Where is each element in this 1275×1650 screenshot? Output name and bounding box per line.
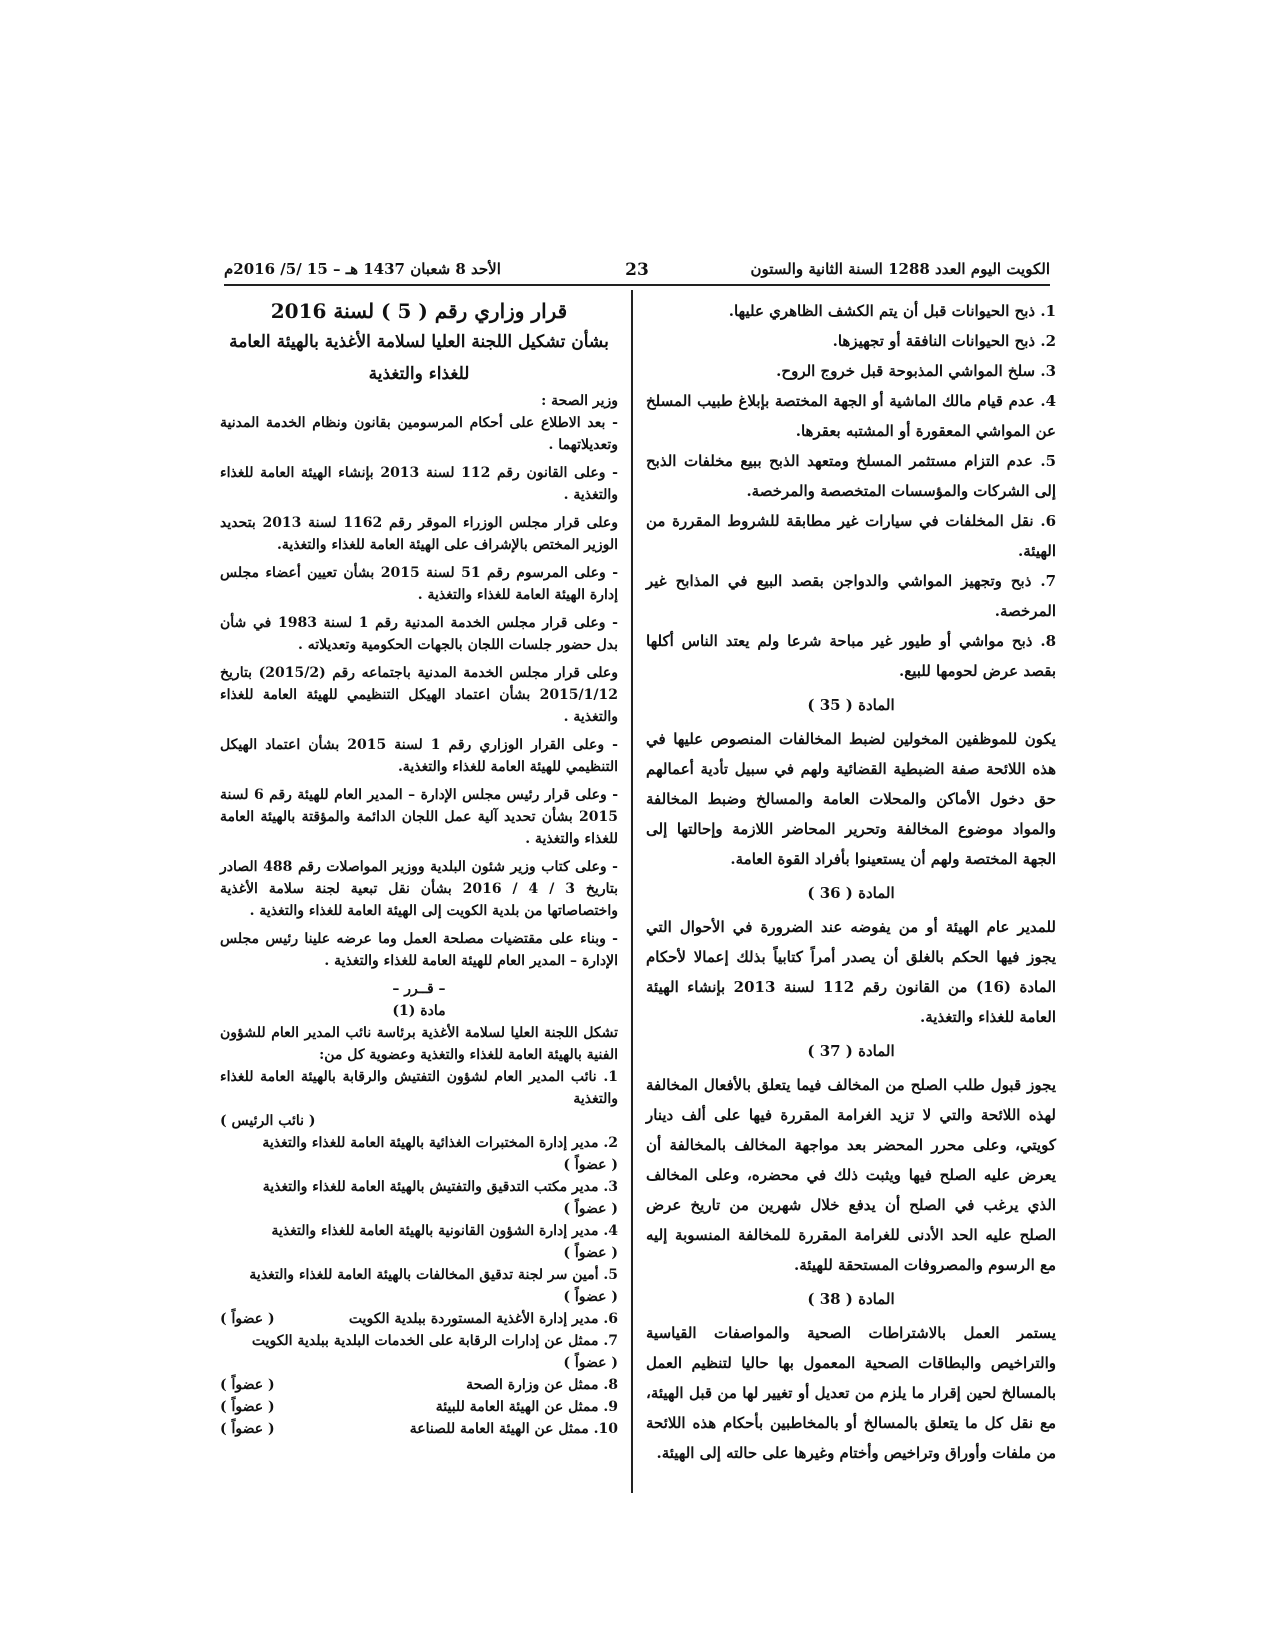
preamble-item: وعلى قرار مجلس الخدمة المدنية باجتماعه رقم (2015/2) بتاريخ 2015/1/12 بشأن اعتماد الهيكل التنظيمي للهيئة العامة للغذاء والتغذية . (220, 665, 618, 725)
member-text: 9. ممثل عن الهيئة العامة للبيئة (435, 1399, 618, 1415)
member-text: 8. ممثل عن وزارة الصحة (466, 1377, 618, 1393)
member-item (220, 1418, 618, 1440)
column-divider (631, 290, 633, 1493)
list-item: 2. ذبح الحيوانات النافقة أو تجهيزها. (832, 332, 1056, 350)
preamble-item: - وعلى كتاب وزير شئون البلدية ووزير المواصلات رقم 488 الصادر بتاريخ 3 / 4 / 2016 بشأن نقل تبعية لجنة سلامة الأغذية واختصاصاتها من بلدية الكويت إلى الهيئة العامة للغذاء والتغذية . (220, 859, 618, 919)
article-38-title: المادة ( 38 ) (807, 1290, 895, 1308)
member-item (220, 1396, 618, 1418)
member-text: 4. مدير إدارة الشؤون القانونية بالهيئة العامة للغذاء والتغذية (271, 1223, 618, 1239)
member-role: ( عضواً ) (220, 1311, 275, 1327)
article-37-title: المادة ( 37 ) (807, 1042, 895, 1060)
minister-label: وزير الصحة : (541, 393, 618, 409)
member-item (220, 1220, 618, 1264)
article-38-text: يستمر العمل بالاشتراطات الصحية والمواصفات القياسية والتراخيص والبطاقات الصحية المعمول بها حاليا لتنظيم العمل بالمسالخ لحين إقرار ما يلزم من تعديل أو تغيير لها من قبل الهيئة، مع نقل كل ما يتعلق بالمسالخ أو بالمخاطبين بأحكام هذه اللائحة من ملفات وأوراق وتراخيص وأختام وغيرها على حالته إلى الهيئة. (646, 1324, 1056, 1462)
article-36-title: المادة ( 36 ) (807, 884, 895, 902)
member-text: 7. ممثل عن إدارات الرقابة على الخدمات البلدية ببلدية الكويت (251, 1333, 618, 1349)
list-item: 6. نقل المخلفات في سيارات غير مطابقة للشروط المقررة من الهيئة. (646, 512, 1056, 560)
gazette-title: الكويت اليوم العدد 1288 السنة الثانية والستون (750, 260, 1050, 278)
member-item (220, 1308, 618, 1330)
member-item (220, 1176, 618, 1220)
member-role: ( عضواً ) (563, 1245, 618, 1261)
member-item (220, 1264, 618, 1308)
article-35-text: يكون للموظفين المخولين لضبط المخالفات المنصوص عليها في هذه اللائحة صفة الضبطية القضائية ولهم في سبيل تأدية أعمالهم حق دخول الأماكن والمحلات العامة والمسالخ وضبط المخالفة والمواد موضوع المخالفة وتحرير المحاضر اللازمة وإحالتها إلى الجهة المختصة ولهم أن يستعينوا بأفراد القوة العامة. (646, 730, 1056, 868)
decision-subtitle: بشأن تشكيل اللجنة العليا لسلامة الأغذية بالهيئة العامة للغذاء والتغذية (229, 332, 609, 384)
member-role: ( عضواً ) (563, 1355, 618, 1371)
article-1-title: مادة (1) (392, 1003, 446, 1019)
article-1-intro: تشكل اللجنة العليا لسلامة الأغذية برئاسة نائب المدير العام للشؤون الفنية بالهيئة العامة للغذاء والتغذية وعضوية كل من: (220, 1025, 618, 1063)
list-item: 1. ذبح الحيوانات قبل أن يتم الكشف الظاهري عليها. (728, 302, 1056, 320)
article-37-text: يجوز قبول طلب الصلح من المخالف فيما يتعلق بالأفعال المخالفة لهذه اللائحة والتي لا تزيد الغرامة المقررة فيها على ألف دينار كويتي، وعلى محرر المحضر بعد مواجهة المخالف بالمخالفة أن يعرض عليه الصلح فيها ويثبت ذلك في محضره، وعلى المخالف الذي يرغب في الصلح أن يدفع خلال شهرين من تاريخ عرض الصلح عليه الحد الأدنى للغرامة المقررة للمخالفة المنسوبة إليه مع الرسوم والمصروفات المستحقة للهيئة. (646, 1076, 1056, 1274)
preamble-item: - وعلى قرار مجلس الخدمة المدنية رقم 1 لسنة 1983 في شأن بدل حضور جلسات اللجان بالجهات الحكومية وتعديلاته . (220, 615, 618, 653)
member-role: ( عضواً ) (563, 1289, 618, 1305)
page-header (224, 260, 1050, 286)
member-item (220, 1132, 618, 1176)
preamble-item: - وعلى القانون رقم 112 لسنة 2013 بإنشاء الهيئة العامة للغذاء والتغذية . (220, 465, 618, 503)
member-item (220, 1374, 618, 1396)
member-text: 2. مدير إدارة المختبرات الغذائية بالهيئة العامة للغذاء والتغذية (262, 1135, 618, 1151)
right-column (646, 296, 1056, 1468)
list-item: 5. عدم التزام مستثمر المسلخ ومتعهد الذبح ببيع مخلفات الذبح إلى الشركات والمؤسسات المتخصصة والمرخصة. (646, 452, 1056, 500)
issue-date: الأحد 8 شعبان 1437 هـ – 15 /5/ 2016م (224, 260, 501, 278)
preamble-item: - وعلى القرار الوزاري رقم 1 لسنة 2015 بشأن اعتماد الهيكل التنظيمي للهيئة العامة للغذاء والتغذية. (220, 737, 618, 775)
member-text: 6. مدير إدارة الأغذية المستوردة ببلدية الكويت (348, 1311, 618, 1327)
left-column (220, 296, 618, 1440)
member-text: 5. أمين سر لجنة تدقيق المخالفات بالهيئة العامة للغذاء والتغذية (249, 1267, 618, 1283)
decides-heading: – قــرر – (392, 981, 446, 997)
decision-title: قرار وزاري رقم ( 5 ) لسنة 2016 (270, 299, 568, 323)
member-role: ( نائب الرئيس ) (220, 1113, 316, 1129)
member-role: ( عضواً ) (563, 1157, 618, 1173)
member-role: ( عضواً ) (220, 1421, 275, 1437)
list-item: 8. ذبح مواشي أو طيور غير مباحة شرعا ولم يعتد الناس أكلها بقصد عرض لحومها للبيع. (646, 632, 1056, 680)
article-35-title: المادة ( 35 ) (807, 696, 895, 714)
member-text: 3. مدير مكتب التدقيق والتفتيش بالهيئة العامة للغذاء والتغذية (262, 1179, 618, 1195)
list-item: 7. ذبح وتجهيز المواشي والدواجن بقصد البيع في المذابح غير المرخصة. (646, 572, 1056, 620)
member-item (220, 1066, 618, 1132)
preamble-item: - وعلى قرار رئيس مجلس الإدارة – المدير العام للهيئة رقم 6 لسنة 2015 بشأن تحديد آلية عمل اللجان الدائمة والمؤقتة بالهيئة العامة للغذاء والتغذية . (220, 787, 618, 847)
article-36-text: للمدير عام الهيئة أو من يفوضه عند الضرورة في الأحوال التي يجوز فيها الحكم بالغلق أن يصدر أمراً كتابياً بذلك إعمالا لأحكام المادة (16) من القانون رقم 112 لسنة 2013 بإنشاء الهيئة العامة للغذاء والتغذية. (646, 918, 1057, 1026)
preamble-item: - وعلى المرسوم رقم 51 لسنة 2015 بشأن تعيين أعضاء مجلس إدارة الهيئة العامة للغذاء والتغذية . (220, 565, 618, 603)
list-item: 4. عدم قيام مالك الماشية أو الجهة المختصة بإبلاغ طبيب المسلخ عن المواشي المعقورة أو المشتبه بعقرها. (646, 392, 1056, 440)
preamble-item: - بعد الاطلاع على أحكام المرسومين بقانون ونظام الخدمة المدنية وتعديلاتهما . (220, 415, 618, 453)
page-number: 23 (625, 260, 649, 280)
member-role: ( عضواً ) (220, 1377, 275, 1393)
member-role: ( عضواً ) (220, 1399, 275, 1415)
member-role: ( عضواً ) (563, 1201, 618, 1217)
preamble-item: وعلى قرار مجلس الوزراء الموقر رقم 1162 لسنة 2013 بتحديد الوزير المختص بالإشراف على الهيئة العامة للغذاء والتغذية. (220, 515, 618, 553)
member-text: 1. نائب المدير العام لشؤون التفتيش والرقابة بالهيئة العامة للغذاء والتغذية (220, 1069, 618, 1107)
list-item: 3. سلخ المواشي المذبوحة قبل خروج الروح. (776, 362, 1056, 380)
preamble-item: - وبناء على مقتضيات مصلحة العمل وما عرضه علينا رئيس مجلس الإدارة – المدير العام للهيئة العامة للغذاء والتغذية . (220, 931, 618, 969)
member-item (220, 1330, 618, 1374)
member-text: 10. ممثل عن الهيئة العامة للصناعة (409, 1421, 618, 1437)
